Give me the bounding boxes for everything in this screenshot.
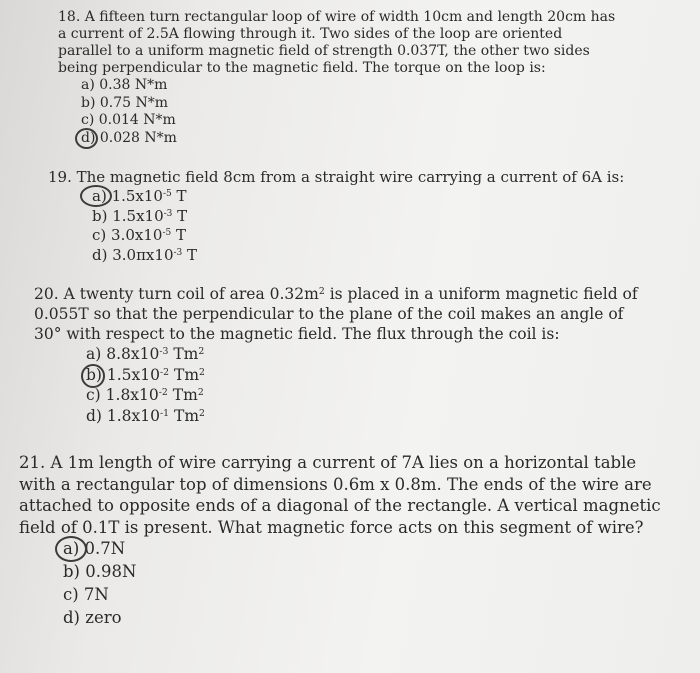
question-20-option-a-exp: -3	[159, 345, 169, 357]
question-20-option-d-exp: -1	[160, 407, 170, 419]
question-20-area-exp: 2	[318, 285, 325, 297]
question-20-option-d-base: d) 1.8x10	[86, 406, 161, 425]
question-19-option-c	[92, 226, 624, 246]
question-20-option-a-unit-exp: 2	[198, 345, 205, 357]
question-20-line-1-post: is placed in a uniform magnetic field of	[324, 285, 638, 303]
question-19-option-a-exp: -5	[162, 189, 172, 200]
question-20-option-c-unit-exp: 2	[197, 386, 204, 398]
question-21-line-4: field of 0.1T is present. What magnetic force acts on this segment of wire?	[19, 517, 644, 537]
question-19-option-a-unit: T	[171, 187, 187, 205]
question-20-option-a-base: a) 8.8x10	[86, 345, 160, 363]
question-18-option-c: c) 0.014 N*m	[81, 112, 176, 128]
question-21-line-2: with a rectangular top of dimensions 0.6m x 0.8m. The ends of the wire are	[19, 474, 652, 494]
question-20-option-c-unit: Tm	[167, 386, 198, 404]
question-18-line-1: 18. A fifteen turn rectangular loop of wire of width 10cm and length 20cm has	[58, 9, 616, 25]
question-19-option-a-base: a) 1.5x10	[92, 187, 163, 205]
question-20-option-b-exp: -2	[160, 366, 170, 378]
question-18-option-a: a) 0.38 N*m	[81, 77, 168, 93]
question-20-option-c-base: c) 1.8x10	[86, 386, 159, 404]
question-19-option-c-exp: -5	[162, 228, 172, 239]
question-19-option-d-exp: -3	[173, 247, 183, 258]
question-20-option-b	[86, 365, 638, 386]
question-20-line-1	[34, 284, 638, 304]
question-19-option-a	[92, 187, 624, 207]
question-21-options	[63, 538, 661, 630]
question-19-options	[92, 187, 624, 265]
question-20-line-2: 0.055T so that the perpendicular to the plane of the coil makes an angle of	[34, 305, 624, 323]
question-19	[48, 168, 624, 265]
question-19-option-d-base: d) 3.0πx10	[92, 245, 174, 264]
question-18-options	[81, 77, 615, 147]
question-19-option-d-unit: T	[182, 245, 198, 264]
question-21-option-d: d) zero	[63, 608, 122, 627]
question-18	[58, 9, 615, 147]
question-18-option-d	[81, 130, 615, 148]
question-18-line-2: a current of 2.5A flowing through it. Two sides of the loop are oriented	[58, 26, 563, 42]
question-19-option-b	[92, 207, 624, 227]
question-20-option-a	[86, 344, 638, 365]
question-20-option-d	[86, 406, 638, 427]
question-20-options	[86, 344, 638, 426]
question-20-line-3: 30° with respect to the magnetic field. The flux through the coil is:	[34, 325, 560, 343]
question-19-option-c-base: c) 3.0x10	[92, 226, 163, 244]
question-19-stem: 19. The magnetic field 8cm from a straight wire carrying a current of 6A is:	[48, 168, 625, 186]
question-20-option-c	[86, 385, 638, 406]
question-20-option-c-exp: -2	[158, 386, 168, 398]
question-19-option-b-exp: -3	[163, 208, 173, 219]
question-18-line-3: parallel to a uniform magnetic field of strength 0.037T, the other two sides	[58, 43, 590, 59]
question-20-option-b-unit: Tm	[169, 365, 200, 384]
question-21-option-a-text: a) 0.7N	[63, 539, 126, 558]
question-18-option-b: b) 0.75 N*m	[81, 94, 169, 111]
question-20-option-d-unit-exp: 2	[199, 407, 205, 419]
question-19-option-b-unit: T	[172, 206, 188, 225]
question-20-option-a-unit: Tm	[168, 345, 199, 363]
question-21-line-3: attached to opposite ends of a diagonal of the rectangle. A vertical magnetic	[19, 496, 661, 515]
question-20-option-b-unit-exp: 2	[199, 366, 205, 378]
question-18-line-4: being perpendicular to the magnetic field. The torque on the loop is:	[58, 60, 546, 76]
question-21	[19, 452, 661, 630]
question-20	[34, 284, 638, 426]
question-20-option-d-unit: Tm	[169, 406, 200, 425]
question-18-option-d-text: d) 0.028 N*m	[81, 129, 177, 146]
question-19-option-b-base: b) 1.5x10	[92, 206, 164, 225]
question-21-line-1: 21. A 1m length of wire carrying a current of 7A lies on a horizontal table	[19, 453, 637, 472]
question-19-option-d	[92, 246, 624, 266]
question-21-option-a	[63, 538, 661, 561]
question-21-option-b: b) 0.98N	[63, 562, 137, 581]
question-21-option-c: c) 7N	[63, 585, 109, 604]
question-19-option-c-unit: T	[171, 226, 186, 244]
question-20-option-b-base: b) 1.5x10	[86, 365, 161, 384]
question-20-line-1-pre: 20. A twenty turn coil of area 0.32m	[34, 285, 319, 303]
